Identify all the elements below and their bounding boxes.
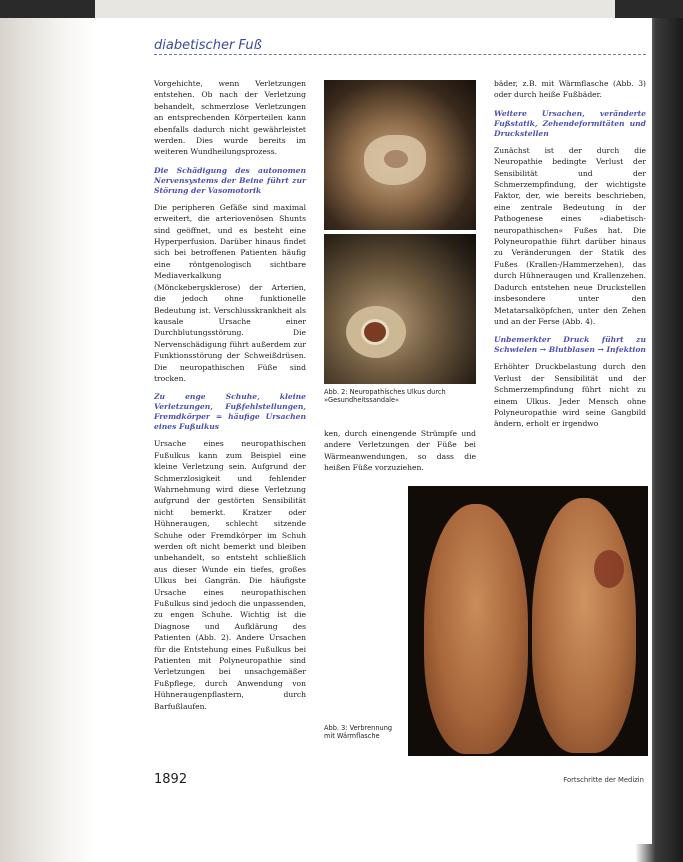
page-gutter xyxy=(0,0,96,862)
middle-column-text xyxy=(324,428,476,482)
journal-name: Fortschritte der Medizin xyxy=(563,776,644,784)
figure-caption: Abb. 2: Neuropathisches Ulkus durch »Gesundheitssandale« xyxy=(324,388,446,405)
paragraph: Erhöhter Druckbelastung durch den Verlust der Sensibilität und der Schmerzempfindung führt nicht zu einem Ulkus. Jeder Mensch ohne Polyneuropathie wird seine Gangbild ändern, erholt er irgendwo xyxy=(494,362,646,429)
right-column xyxy=(494,78,646,438)
paragraph: Ursache eines neuropathischen Fußulkus kann zum Beispiel eine kleine Verletzung sein. Aufgrund der Schmerzlosigkeit und fehlender Wahrnehmung wird diese Verletzung aufgrund der gestörten Sensibilität nicht bemerkt. Kratzer oder Hühneraugen, schlecht sitzende Schuhe oder Fremdkörper im Schuh werden oft nicht bemerkt und bleiben unbehandelt, so entsteht schließlich aus dieser Wunde ein tiefes, großes Ulkus bei Gangrän. Die häufigste Ursache eines neuropathischen Fußulkus sind jedoch die unpassenden, zu engen Schuhe. Wichtig ist die Diagnose und Aufklärung des Patienten (Abb. 2). Andere Ursachen für die Entstehung eines Fußulkus bei Patienten mit Polyneuropathie sind Verletzungen bei unsachgemäßer Fußpflege, durch Anwendung von Hühneraugenpflastern, durch Barfußlaufen. xyxy=(154,439,306,711)
subheading: Weitere Ursachen, veränderte Fußstatik, Zehendeformitäten und Druckstellen xyxy=(494,108,646,138)
subheading: Die Schädigung des autonomen Nervensystems der Beine führt zur Störung der Vasomotorik xyxy=(154,165,306,195)
figure-caption: Abb. 3: Verbrennung mit Wärmflasche xyxy=(324,724,393,741)
photo-foot-1 xyxy=(324,80,476,230)
photo-foot-ulcer xyxy=(324,234,476,384)
paragraph: bäder, z.B. mit Wärmflasche (Abb. 3) oder durch heiße Fußbäder. xyxy=(494,79,646,100)
page-number: 1892 xyxy=(154,772,188,787)
left-column xyxy=(154,78,306,720)
magazine-page xyxy=(96,18,652,844)
paragraph: Zunächst ist der durch die Neuropathie bedingte Verlust der Sensibilität und der Schmerzempfindung, der wichtigste Faktor, der, wie bereits beschrieben, eine zentrale Bedeutung in der Pathogenese eines »diabetisch-neuropathischen« Fußes hat. Die Polyneuropathie führt darüber hinaus zu Veränderungen der Statik des Fußes (Krallen-/Hammerzehen), das durch Hühneraugen und Krallenzehen. Dadurch entstehen neue Druckstellen insbesondere unter den Metatarsalköpfchen, unter den Zehen und an der Ferse (Abb. 4). xyxy=(494,145,646,326)
subheading: Unbemerkter Druck führt zu Schwielen → Blutblasen → Infektion xyxy=(494,335,646,355)
paragraph: Die peripheren Gefäße sind maximal erweitert, die arteriovenösen Shunts sind geöffnet, und es besteht eine Hyperperfusion. Darüber hinaus findet sich bei betroffenen Patienten häufig eine röntgenologisch sichtbare Mediaverkalkung (Mönckebergsklerose) der Arterien, die jedoch ohne funktionelle Bedeutung ist. Verschlusskrankheit als kausale Ursache einer Durchblutungsstörung. Die Nervenschädigung führt außerdem zur Funktionsstörung der Schweißdrüsen. Die neuropathischen Füße sind trocken. xyxy=(154,202,306,383)
photo-foot-soles xyxy=(408,486,648,756)
subheading: Zu enge Schuhe, kleine Verletzungen, Fußfehlstellungen, Fremdkörper = häufige Ursachen eines Fußulkus xyxy=(154,392,306,432)
top-scan-edge xyxy=(0,0,683,18)
section-header: diabetischer Fuß xyxy=(154,38,262,53)
paragraph: ken, durch einengende Strümpfe und andere Verletzungen der Füße bei Wärmeanwendungen, so dass die heißen Füße vorzuziehen. xyxy=(324,429,476,473)
header-rule xyxy=(154,54,646,55)
paragraph: Vorgehichte, wenn Verletzungen entstehen. Ob nach der Verletzung behandelt, schmerzlose Verletzungen an entsprechenden Körperteilen kann ebenfalls dadurch nicht gewährleistet werden. Dies wurde bereits im weiteren Wundheilungsprozess. xyxy=(154,79,306,157)
